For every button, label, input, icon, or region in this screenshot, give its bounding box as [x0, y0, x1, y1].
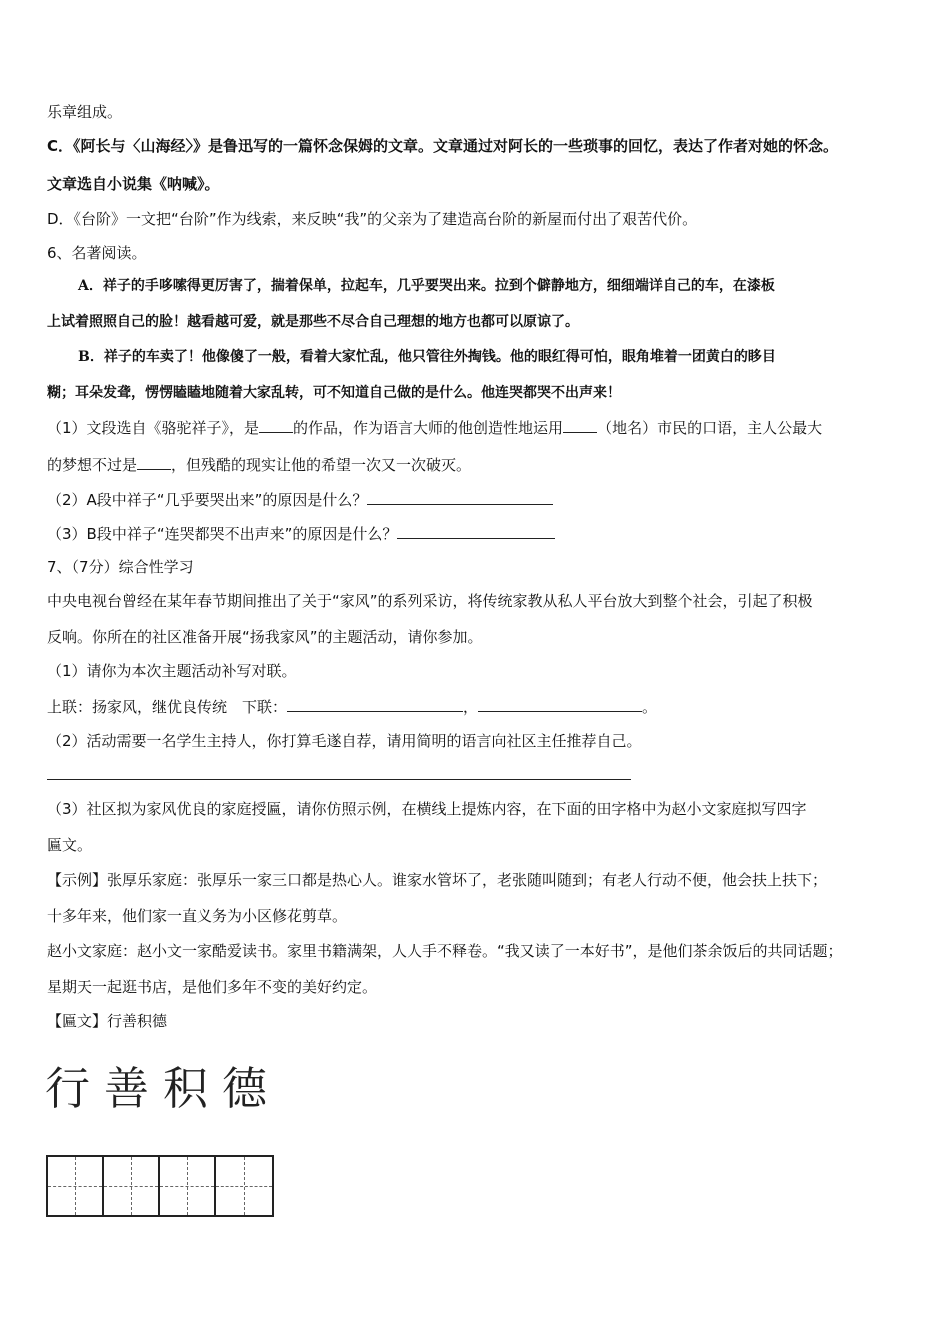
question-6-2 [47, 488, 553, 511]
question-6-title: 6、名著阅读。 [47, 244, 147, 262]
q7-1: （1）请你为本次主题活动补写对联。 [47, 662, 297, 680]
grid-cell[interactable] [48, 1157, 104, 1215]
grid-cell[interactable] [104, 1157, 160, 1215]
example-text-cont: 十多年来，他们家一直义务为小区修花剪草。 [47, 907, 348, 925]
question-6-3 [47, 522, 555, 545]
couplet-line [47, 695, 657, 718]
zhao-family-text: 赵小文家庭：赵小文一家酷爱读书。家里书籍满架，人人手不释卷。“我又读了一本好书”，是他们茶余饭后的共同话题； [47, 942, 843, 960]
q6-1-text-e: ，但残酷的现实让他的希望一次又一次破灭。 [171, 456, 472, 474]
q6-1-text-a: （1）文段选自《骆驼祥子》，是 [47, 419, 260, 437]
couplet-comma: ， [463, 698, 479, 716]
passage-a-cont: 上试着照照自己的脸！越看越可爱，就是那些不尽合自己理想的地方也都可以原谅了。 [47, 314, 579, 330]
question-6-1-cont [47, 453, 471, 476]
option-d: D．《台阶》一文把“台阶”作为线索，来反映“我”的父亲为了建造高台阶的新屋而付出了艰苦代价。 [47, 210, 698, 228]
answer-blank-place[interactable] [563, 416, 597, 433]
q7-3: （3）社区拟为家风优良的家庭授匾，请你仿照示例，在横线上提炼内容，在下面的田字格中为赵小文家庭拟写四字 [47, 800, 807, 818]
q7-intro-cont: 反响。你所在的社区准备开展“扬我家风”的主题活动，请你参加。 [47, 628, 483, 646]
answer-blank-q6-2[interactable] [367, 488, 553, 505]
q6-2-text: （2）A段中祥子“几乎要哭出来”的原因是什么？ [47, 491, 368, 509]
q7-3-cont: 匾文。 [47, 836, 93, 854]
q7-intro: 中央电视台曾经在某年春节期间推出了关于“家风”的系列采访，将传统家教从私人平台放大到整个社会，引起了积极 [47, 592, 813, 610]
answer-line-q7-2[interactable] [47, 779, 631, 780]
q6-1-text-b: 的作品，作为语言大师的他创造性地运用 [293, 419, 564, 437]
example-text: 【示例】张厚乐家庭：张厚乐一家三口都是热心人。谁家水管坏了，老张随叫随到；有老人行动不便，他会扶上扶下； [47, 871, 828, 889]
q6-3-text: （3）B段中祥子“连哭都哭不出声来”的原因是什么？ [47, 525, 398, 543]
plaque-answer: 【匾文】行善积德 [47, 1012, 168, 1030]
answer-blank-q6-3[interactable] [397, 522, 555, 539]
passage-b: B．祥子的车卖了！他像傻了一般，看着大家忙乱，他只管往外掏钱。他的眼红得可怕，眼角堆着一团黄白的眵目 [78, 349, 776, 365]
grid-cell[interactable] [160, 1157, 216, 1215]
q7-2: （2）活动需要一名学生主持人，你打算毛遂自荐，请用简明的语言向社区主任推荐自己。 [47, 732, 642, 750]
answer-blank-author[interactable] [259, 416, 293, 433]
grid-cell[interactable] [216, 1157, 272, 1215]
question-7-title: 7、（7分）综合性学习 [47, 558, 194, 576]
tianzige-grid [46, 1155, 274, 1217]
option-c-cont: 文章选自小说集《呐喊》。 [47, 175, 220, 193]
answer-blank-dream[interactable] [137, 453, 171, 470]
answer-blank-couplet-2[interactable] [478, 695, 642, 712]
question-6-1 [47, 416, 822, 439]
option-c: C．《阿长与〈山海经〉》是鲁迅写的一篇怀念保姆的文章。文章通过对阿长的一些琐事的回忆，表达了作者对她的怀念。 [47, 137, 839, 155]
passage-a: A．祥子的手哆嗦得更厉害了，揣着保单，拉起车，几乎要哭出来。拉到个僻静地方，细细端详自己的车，在漆板 [78, 278, 775, 294]
plaque-large-text: 行善积德 [45, 1062, 282, 1115]
text-line: 乐章组成。 [47, 103, 123, 121]
answer-blank-couplet-1[interactable] [287, 695, 463, 712]
q6-1-text-d: 的梦想不过是 [47, 456, 138, 474]
zhao-family-text-cont: 星期天一起逛书店，是他们多年不变的美好约定。 [47, 978, 378, 996]
passage-b-cont: 糊；耳朵发聋，愣愣瞌瞌地随着大家乱转，可不知道自己做的是什么。他连哭都哭不出声来！ [47, 385, 621, 401]
q6-1-text-c: （地名）市民的口语，主人公最大 [597, 419, 823, 437]
couplet-end: 。 [642, 698, 658, 716]
couplet-upper: 上联：扬家风，继优良传统 下联： [47, 698, 288, 716]
